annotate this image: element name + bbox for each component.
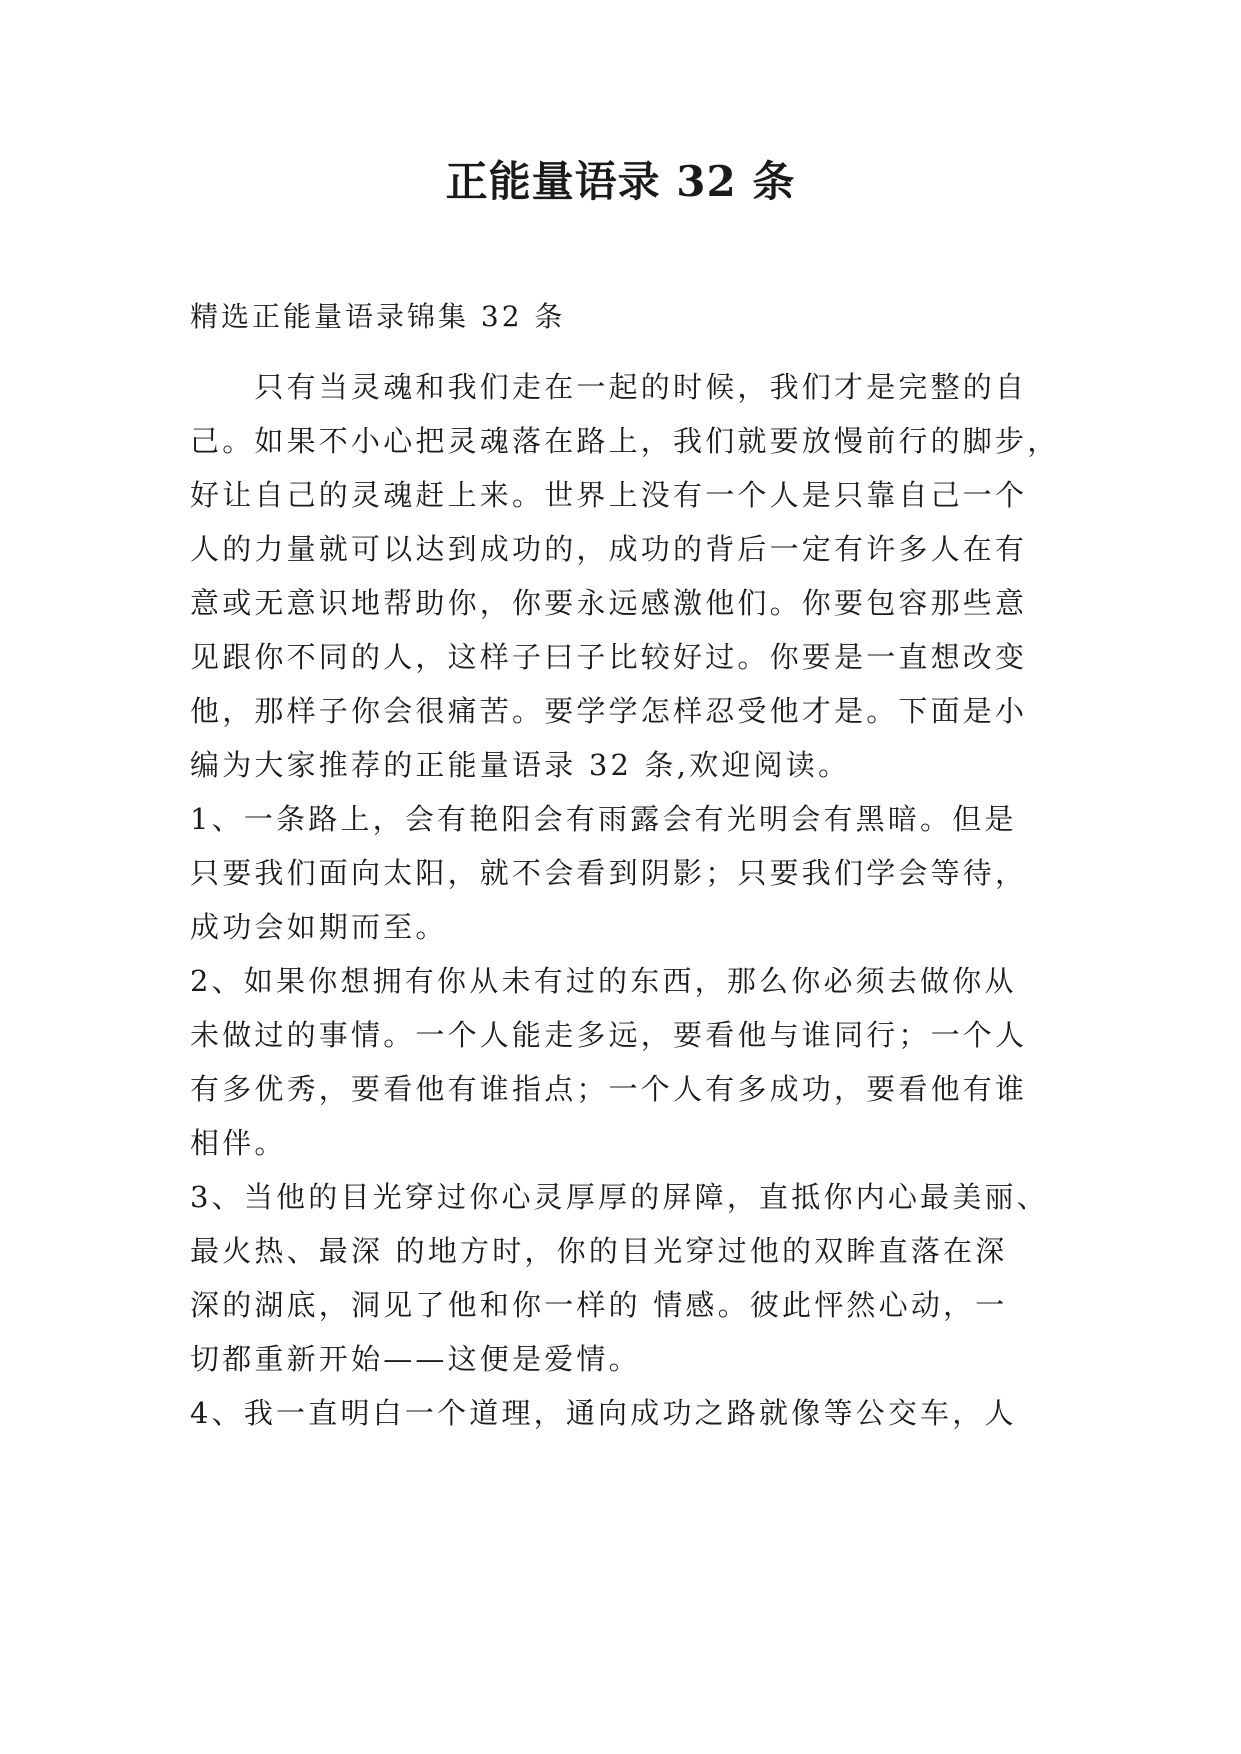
- document-title: 正能量语录 32 条: [445, 157, 796, 206]
- quote-line: 切都重新开始——这便是爱情。: [190, 1342, 641, 1376]
- quote-line: 相伴。: [190, 1126, 287, 1160]
- intro-line: 己。如果不小心把灵魂落在路上，我们就要放慢前行的脚步，: [190, 424, 1060, 458]
- intro-line: 他，那样子你会很痛苦。要学学怎样忍受他才是。下面是小: [190, 694, 1028, 728]
- quote-line: 3、当他的目光穿过你心灵厚厚的屏障，直抵你内心最美丽、: [190, 1180, 1049, 1214]
- quote-line: 4、我一直明白一个道理，通向成功之路就像等公交车，人: [190, 1396, 1017, 1430]
- quote-line: 1、一条路上，会有艳阳会有雨露会有光明会有黑暗。但是: [190, 802, 1017, 836]
- intro-line: 好让自己的灵魂赶上来。世界上没有一个人是只靠自己一个: [190, 478, 1028, 512]
- quote-line: 有多优秀，要看他有谁指点；一个人有多成功，要看他有谁: [190, 1072, 1028, 1106]
- document-subtitle: 精选正能量语录锦集 32 条: [190, 300, 566, 333]
- quote-line: 未做过的事情。一个人能走多远，要看他与谁同行；一个人: [190, 1018, 1028, 1052]
- quote-line: 深的湖底，洞见了他和你一样的 情感。彼此怦然心动，一: [190, 1288, 1008, 1322]
- intro-line: 见跟你不同的人，这样子曰子比较好过。你要是一直想改变: [190, 640, 1028, 674]
- intro-line: 意或无意识地帮助你，你要永远感激他们。你要包容那些意: [190, 586, 1028, 620]
- intro-line: 人的力量就可以达到成功的，成功的背后一定有许多人在有: [190, 532, 1028, 566]
- quote-line: 最火热、最深 的地方时，你的目光穿过他的双眸直落在深: [190, 1234, 1008, 1268]
- quote-line: 2、如果你想拥有你从未有过的东西，那么你必须去做你从: [190, 964, 1017, 998]
- quote-line: 只要我们面向太阳，就不会看到阴影；只要我们学会等待，: [190, 856, 1028, 890]
- intro-line: 编为大家推荐的正能量语录 32 条,欢迎阅读。: [190, 748, 851, 782]
- intro-line: 只有当灵魂和我们走在一起的时候，我们才是完整的自: [190, 370, 1028, 404]
- quote-line: 成功会如期而至。: [190, 910, 448, 944]
